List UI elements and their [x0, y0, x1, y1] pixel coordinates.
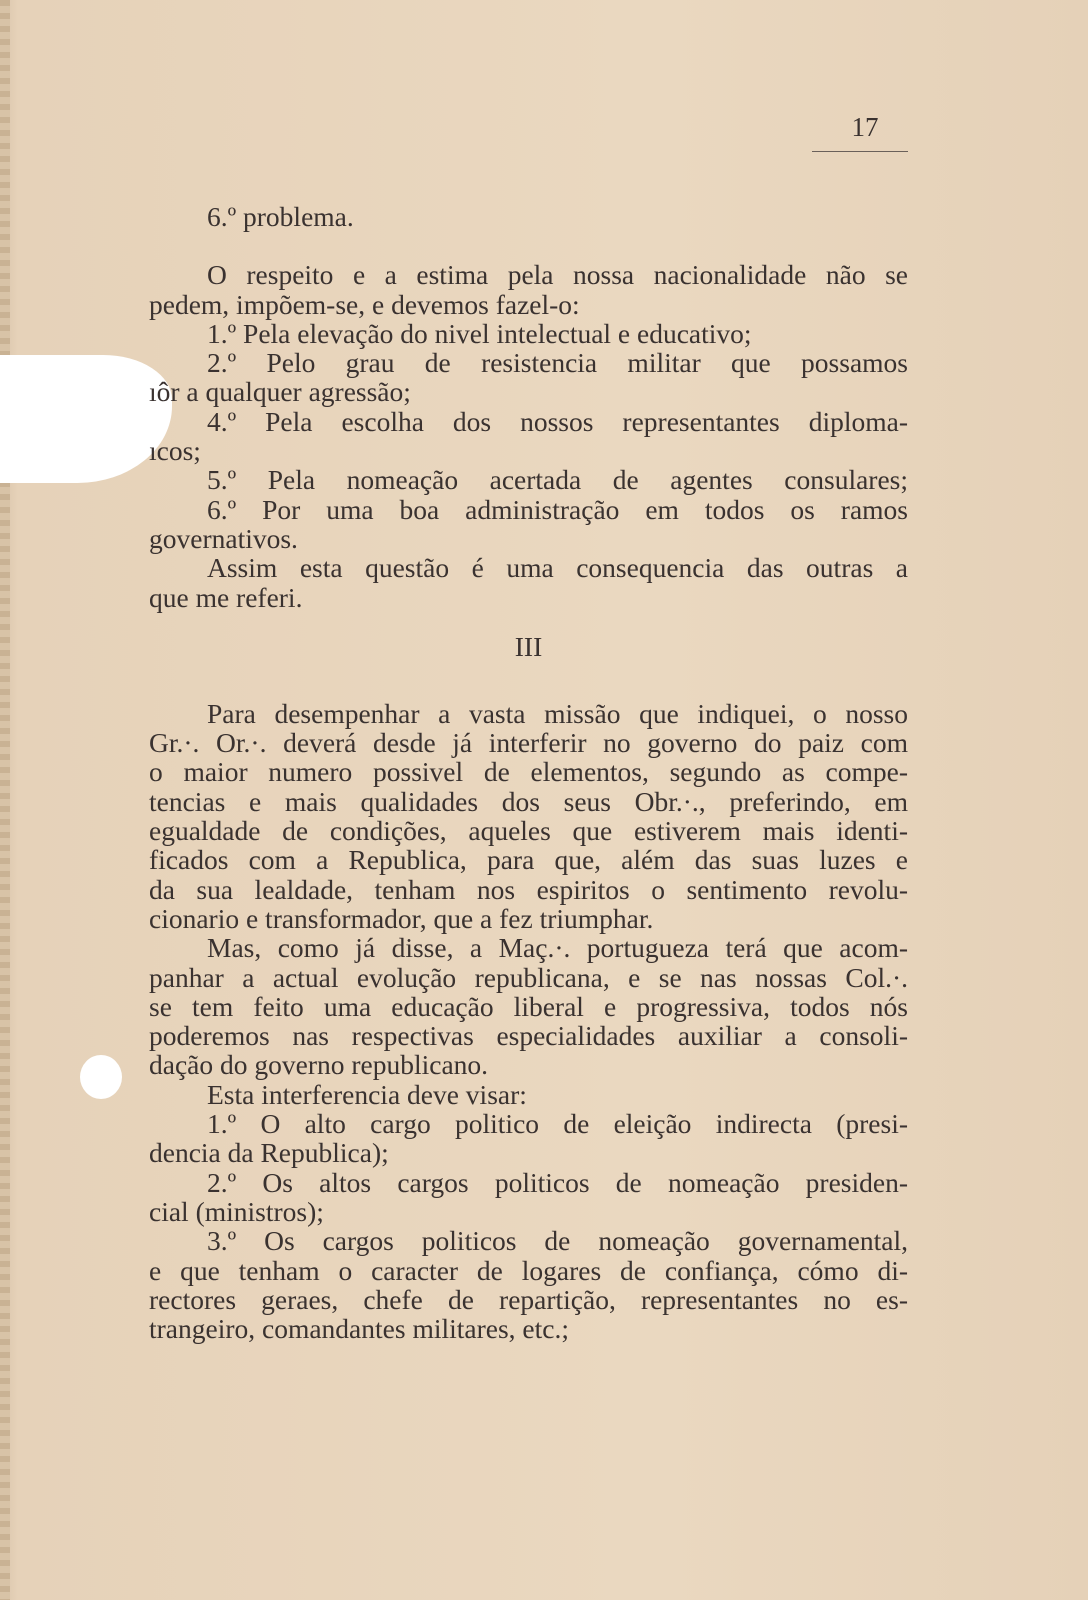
text-line: 2.º Pelo grau de resistencia militar que possamos — [207, 347, 908, 379]
text-line: egualdade de condições, aqueles que estiverem mais identi- — [149, 815, 908, 847]
text-line: 5.º Pela nomeação acertada de agentes consulares; — [207, 464, 908, 496]
text-line: que me referi. — [149, 581, 303, 613]
page-edge — [0, 0, 10, 1600]
paper-tear — [0, 355, 172, 483]
text-line: governativos. — [149, 522, 298, 554]
text-line: cionario e transformador, que a fez triumphar. — [149, 902, 654, 934]
text-line: 6.º Por uma boa administração em todos os ramos — [207, 493, 908, 525]
text-line: ficados com a Republica, para que, além das suas luzes e — [149, 844, 908, 876]
page-number: 17 — [851, 112, 879, 142]
body-text — [149, 202, 908, 1343]
text-line: Assim esta questão é uma consequencia das outras a — [207, 552, 908, 584]
text-line: Esta interferencia deve visar: — [207, 1078, 527, 1110]
text-line: 2.º Os altos cargos politicos de nomeação presiden- — [207, 1166, 908, 1198]
page-number-rule — [812, 151, 908, 152]
text-line: O respeito e a estima pela nossa nacionalidade não se — [207, 259, 908, 291]
paper-hole — [80, 1055, 122, 1099]
text-line: se tem feito uma educação liberal e progressiva, todos nós — [149, 990, 908, 1022]
text-line: Gr.·. Or.·. deverá desde já interferir no governo do paiz com — [149, 727, 908, 759]
text-line: Para desempenhar a vasta missão que indiquei, o nosso — [207, 697, 908, 729]
text-line: tencias e mais qualidades dos seus Obr.·., preferindo, em — [149, 785, 908, 817]
text-line: ıôr a qualquer agressão; — [149, 376, 411, 408]
section-numeral: III — [514, 630, 543, 662]
text-line: dação do governo republicano. — [149, 1049, 489, 1081]
text-line: dencia da Republica); — [149, 1137, 389, 1169]
text-line: 3.º Os cargos politicos de nomeação governamental, — [207, 1225, 908, 1257]
text-line: da sua lealdade, tenham nos espiritos o sentimento revolu- — [149, 873, 908, 905]
text-line: 4.º Pela escolha dos nossos representantes diploma- — [207, 405, 908, 437]
text-line: pedem, impõem-se, e devemos fazel-o: — [149, 288, 580, 320]
text-line: Mas, como já disse, a Maç.·. portugueza terá que acom- — [207, 932, 908, 964]
text-line: ıcos; — [149, 435, 201, 467]
text-line: cial (ministros); — [149, 1195, 324, 1227]
text-line: rectores geraes, chefe de repartição, representantes no es- — [149, 1283, 908, 1315]
text-line: panhar a actual evolução republicana, e se nas nossas Col.·. — [149, 961, 908, 993]
text-line: trangeiro, comandantes militares, etc.; — [149, 1313, 569, 1345]
text-line: e que tenham o caracter de logares de confiança, cómo di- — [149, 1254, 908, 1286]
text-line: 1.º O alto cargo politico de eleição indirecta (presi- — [207, 1108, 908, 1140]
text-line: o maior numero possivel de elementos, segundo as compe- — [149, 756, 908, 788]
text-line: 1.º Pela elevação do nivel intelectual e educativo; — [207, 317, 752, 349]
text-line: poderemos nas respectivas especialidades auxiliar a consoli- — [149, 1020, 908, 1052]
problem-heading: 6.º problema. — [207, 201, 354, 232]
